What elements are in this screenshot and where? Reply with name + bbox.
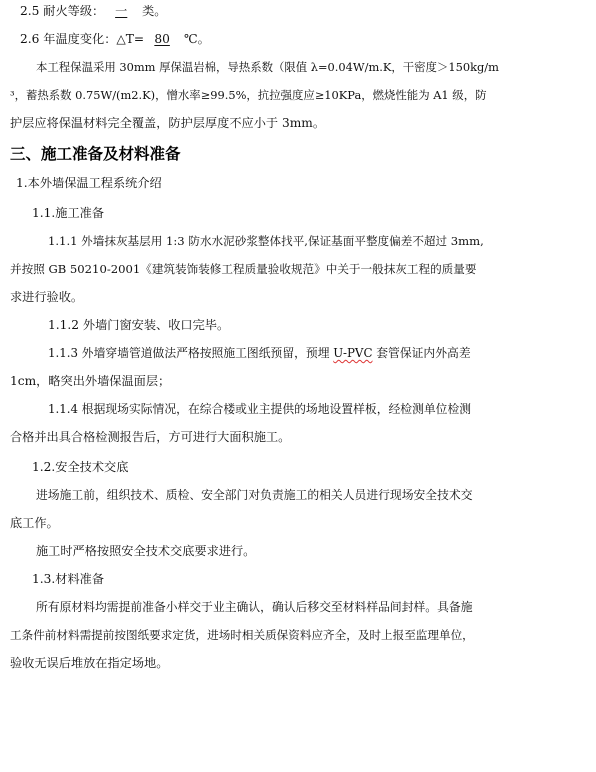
insulation-para-line-2: ³，蓄热系数 0.75W/(m2.K)，憎水率≥99.5%，抗拉强度应≥10KPa，燃烧性能为 A1 级，防 [10,88,487,102]
para-1-3-1-line-3: 验收无误后堆放在指定场地。 [10,656,169,670]
temp-change-suffix: ℃。 [180,32,210,46]
temp-change-value: 80 [154,32,170,46]
section-3-heading: 三、施工准备及材料准备 [10,145,181,163]
para-1-2-2: 施工时严格按照安全技术交底要求进行。 [36,544,256,558]
fire-rating-suffix: 类。 [138,4,167,18]
u-pvc-term: U-PVC [333,346,373,360]
para-1-2-1-line-1: 进场施工前，组织技术、质检、安全部门对负责施工的相关人员进行现场安全技术交 [36,488,473,502]
para-1-1-3-line-1 [48,345,471,361]
para-1-3-1-line-2: 工条件前材料需提前按图纸要求定货，进场时相关质保资料应齐全，及时上报至监理单位， [10,628,474,642]
heading-1: 1.本外墙保温工程系统介绍 [16,176,162,190]
para-1-1-3-text-c: 套管保证内外高差 [372,346,471,360]
temp-change-line [20,31,210,47]
fire-rating-label: 2.5 耐火等级： [20,4,105,18]
fire-rating-line [20,3,166,19]
para-1-3-1-line-1: 所有原材料均需提前准备小样交于业主确认，确认后移交至材料样品间封样。具备施 [36,600,473,614]
para-1-1-1-line-2: 并按照 GB 50210-2001《建筑装饰装修工程质量验收规范》中关于一般抹灰工程的质量要 [10,262,477,276]
fire-rating-value: 一 [115,4,128,18]
para-1-1-2: 1.1.2 外墙门窗安装、收口完毕。 [48,318,230,332]
para-1-1-4-line-2: 合格并出具合格检测报告后，方可进行大面积施工。 [10,430,291,444]
insulation-para-line-3: 护层应将保温材料完全覆盖，防护层厚度不应小于 3mm。 [10,116,326,130]
heading-1-2: 1.2.安全技术交底 [32,460,129,474]
heading-1-3: 1.3.材料准备 [32,572,105,586]
para-1-1-1-line-1: 1.1.1 外墙抹灰基层用 1:3 防水水泥砂浆整体找平,保证基面平整度偏差不超过 3mm, [48,234,484,248]
para-1-1-3-line-2: 1cm，略突出外墙保温面层； [10,374,171,388]
para-1-1-1-line-3: 求进行验收。 [10,290,84,304]
para-1-2-1-line-2: 底工作。 [10,516,59,530]
para-1-1-3-text-a: 1.1.3 外墙穿墙管道做法严格按照施工图纸预留，预埋 [48,346,334,360]
heading-1-1: 1.1.施工准备 [32,206,105,220]
temp-change-label: 2.6 年温度变化：△T= [20,32,145,46]
insulation-para-line-1: 本工程保温采用 30mm 厚保温岩棉，导热系数（限值 λ=0.04W/m.K，干密度＞150kg/m [36,60,499,74]
para-1-1-4-line-1: 1.1.4 根据现场实际情况，在综合楼或业主提供的场地设置样板，经检测单位检测 [48,402,472,416]
